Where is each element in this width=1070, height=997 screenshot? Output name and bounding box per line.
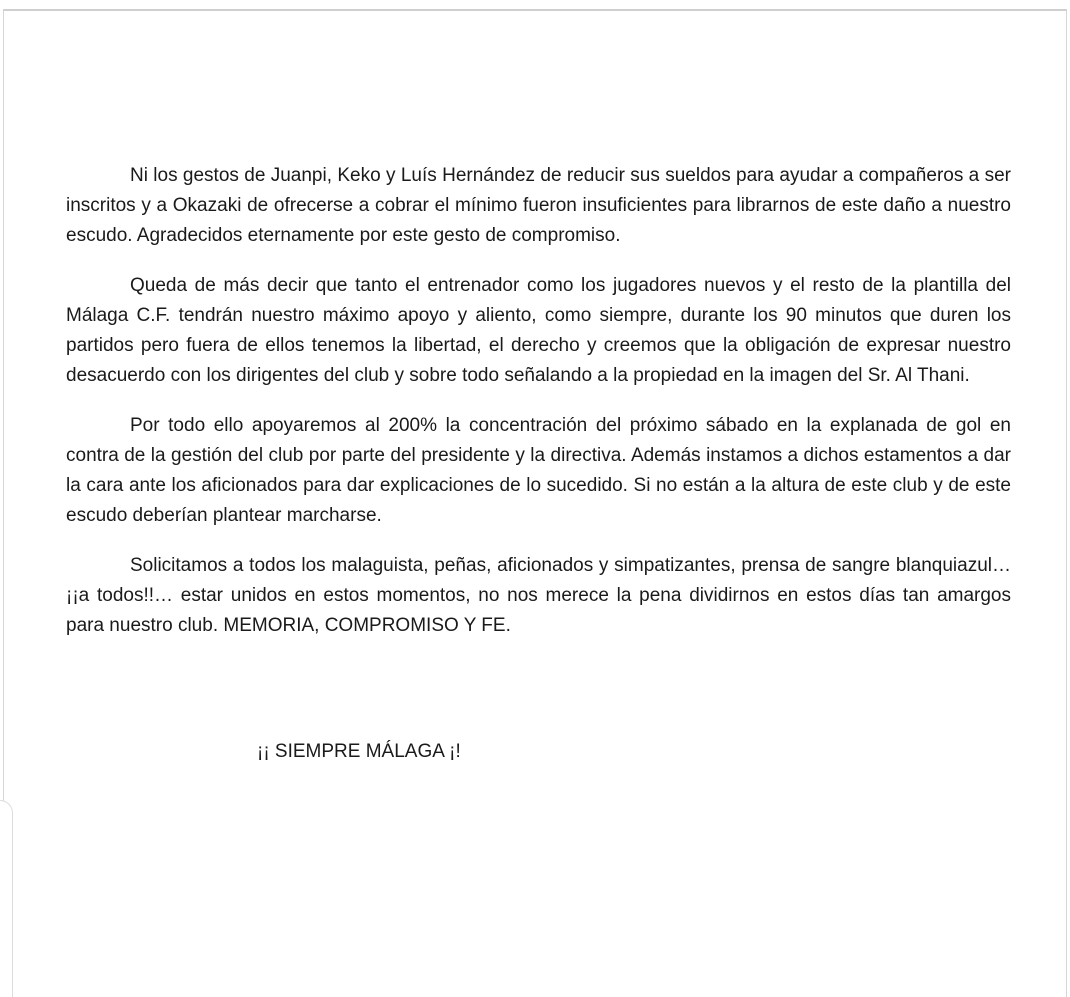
- paragraph-3: Por todo ello apoyaremos al 200% la concentración del próximo sábado en la explanada de gol en contra de la gestión del club por parte del presidente y la directiva. Además instamos a dichos estamentos a dar la cara ante los aficionados para dar explicaciones de lo sucedido. Si no están a la altura de este club y de este escudo deberían plantear marcharse.: [66, 415, 1011, 526]
- paragraph-4: Solicitamos a todos los malaguista, peñas, aficionados y simpatizantes, prensa de sangre blanquiazul… ¡¡a todos!!… estar unidos en estos momentos, no nos merece la pena dividirnos en estos días tan amargos para nuestro club. MEMORIA, COMPROMISO Y FE.: [66, 555, 1011, 636]
- page-corner-edge: [0, 800, 13, 997]
- paragraph-2: Queda de más decir que tanto el entrenador como los jugadores nuevos y el resto de la plantilla del Málaga C.F. tendrán nuestro máximo apoyo y aliento, como siempre, durante los 90 minutos que duren los partidos pero fuera de ellos tenemos la libertad, el derecho y creemos que la obligación de expresar nuestro desacuerdo con los dirigentes del club y sobre todo señalando a la propiedad en la imagen del Sr. Al Thani.: [66, 275, 1011, 386]
- document-body: [66, 161, 1011, 661]
- paragraph-1: Ni los gestos de Juanpi, Keko y Luís Hernández de reducir sus sueldos para ayudar a compañeros a ser inscritos y a Okazaki de ofrecerse a cobrar el mínimo fueron insuficientes para librarnos de este daño a nuestro escudo. Agradecidos eternamente por este gesto de compromiso.: [66, 165, 1011, 246]
- closing-slogan: ¡¡ SIEMPRE MÁLAGA ¡!: [257, 741, 461, 762]
